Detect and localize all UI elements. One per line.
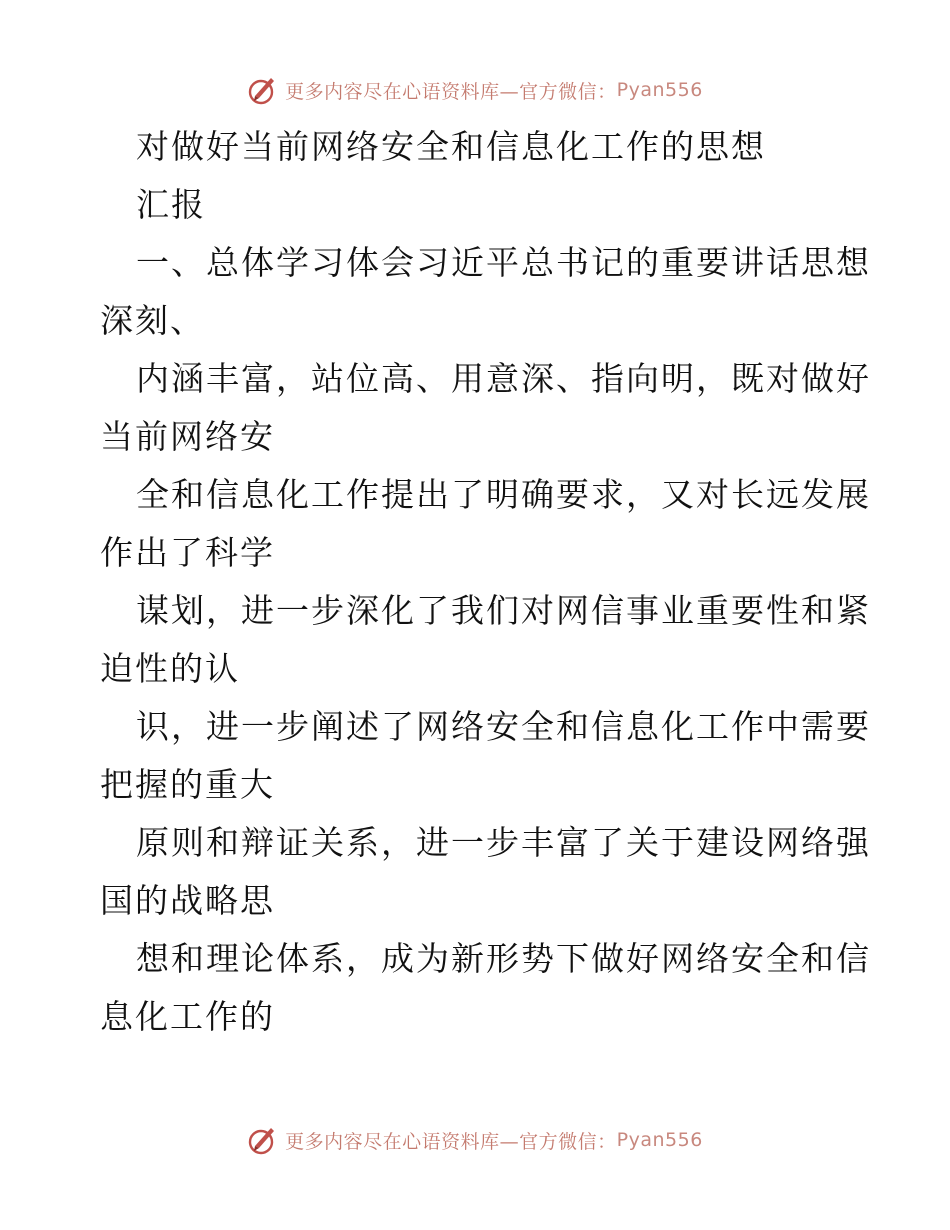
text-line: 想和理论体系，成为新形势下做好网络安全和信: [136, 939, 871, 978]
watermark-account: Pyan556: [616, 79, 703, 101]
text-line: 当前网络安: [100, 417, 275, 456]
text-line: 全和信息化工作提出了明确要求，又对长远发展: [136, 475, 871, 514]
watermark-account: Pyan556: [616, 1129, 703, 1151]
text-line: 原则和辩证关系，进一步丰富了关于建设网络强: [136, 823, 871, 862]
text-line: 谋划，进一步深化了我们对网信事业重要性和紧: [136, 591, 871, 630]
quill-pen-logo-icon: [247, 1124, 279, 1156]
text-line: 把握的重大: [100, 765, 275, 804]
text-line: 息化工作的: [100, 997, 275, 1036]
watermark-text: 更多内容尽在心语资料库—官方微信：: [285, 1130, 617, 1153]
text-line: 识，进一步阐述了网络安全和信息化工作中需要: [136, 707, 871, 746]
text-line: 对做好当前网络安全和信息化工作的思想: [136, 127, 766, 166]
text-line: 一、总体学习体会习近平总书记的重要讲话思想: [136, 243, 871, 282]
document-body: [100, 118, 871, 1046]
text-line: 迫性的认: [100, 649, 240, 688]
text-line: 汇报: [136, 185, 206, 224]
footer-watermark-banner: [0, 1120, 950, 1160]
text-line: 内涵丰富，站位高、用意深、指向明，既对做好: [136, 359, 871, 398]
text-line: 国的战略思: [100, 881, 275, 920]
quill-pen-logo-icon: [247, 74, 279, 106]
text-line: 深刻、: [100, 301, 205, 340]
text-line: 作出了科学: [100, 533, 275, 572]
header-watermark-banner: [0, 70, 950, 110]
watermark-text: 更多内容尽在心语资料库—官方微信：: [285, 80, 617, 103]
